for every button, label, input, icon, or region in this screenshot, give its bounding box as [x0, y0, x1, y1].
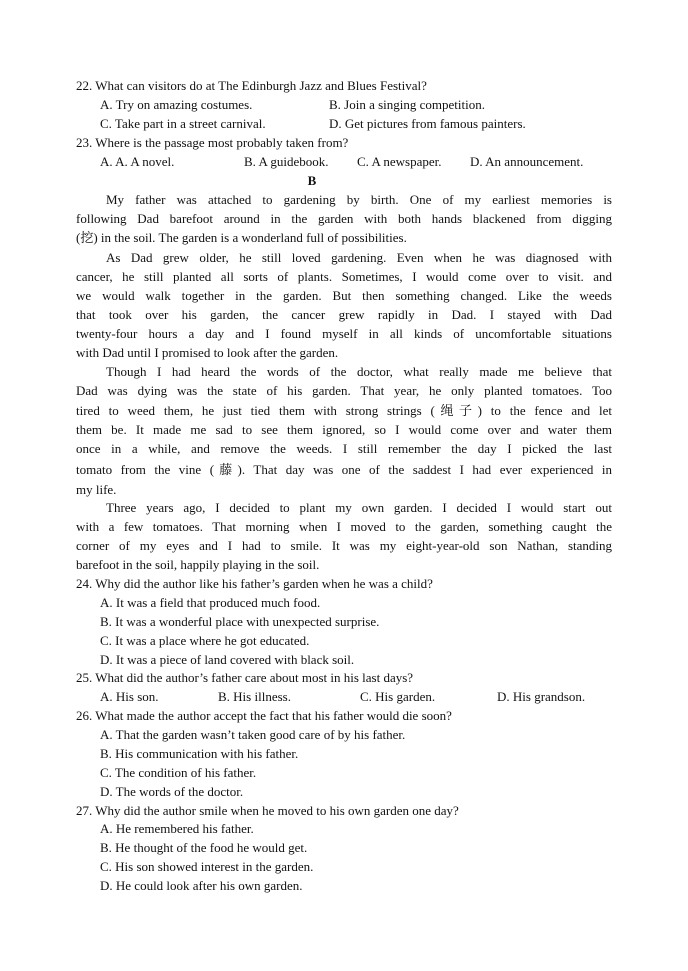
q22-option-d: D. Get pictures from famous painters. — [329, 116, 526, 131]
passage-line: tired to weed them, he just tied them with strong strings (绳子) to the fence and let — [76, 403, 612, 418]
passage-line: with a few tomatoes. That morning when I moved to the garden, something caught the — [76, 519, 612, 534]
q25-option-c: C. His garden. — [360, 689, 436, 704]
passage-line: my life. — [76, 482, 117, 497]
passage-line: Though I had heard the words of the doctor, what really made me believe that — [106, 364, 612, 379]
q23-option-d: D. An announcement. — [470, 154, 584, 169]
q25-option-b: B. His illness. — [218, 689, 291, 704]
passage-line: once in a while, and remove the weeds. I still remember the day I picked the last — [76, 441, 612, 456]
passage-line: that took over his garden, the cancer grew rapidly in Dad. I stayed with Dad — [76, 307, 612, 322]
q24-option-b: B. It was a wonderful place with unexpected surprise. — [100, 614, 380, 629]
q22-stem: 22. What can visitors do at The Edinburgh Jazz and Blues Festival? — [76, 78, 427, 93]
q27-stem: 27. Why did the author smile when he moved to his own garden one day? — [76, 803, 459, 818]
q24-option-c: C. It was a place where he got educated. — [100, 633, 310, 648]
passage-line: corner of my eyes and I had to smile. It was my eight-year-old son Nathan, standing — [76, 538, 612, 553]
q24-option-d: D. It was a piece of land covered with black soil. — [100, 652, 355, 667]
q23-option-c: C. A newspaper. — [357, 154, 442, 169]
q26-option-b: B. His communication with his father. — [100, 746, 299, 761]
q25-option-d: D. His grandson. — [497, 689, 586, 704]
q25-option-a: A. His son. — [100, 689, 159, 704]
q24-option-a: A. It was a field that produced much food. — [100, 595, 321, 610]
passage-line: (挖) in the soil. The garden is a wonderland full of possibilities. — [76, 230, 407, 245]
q27-option-d: D. He could look after his own garden. — [100, 878, 303, 893]
q22-option-b: B. Join a singing competition. — [329, 97, 485, 112]
passage-line: Three years ago, I decided to plant my own garden. I decided I would start out — [106, 500, 612, 515]
q26-stem: 26. What made the author accept the fact that his father would die soon? — [76, 708, 452, 723]
passage-line: My father was attached to gardening by birth. One of my earliest memories is — [106, 192, 612, 207]
passage-line: Dad was dying was the state of his garden. That year, he only planted tomatoes. Too — [76, 383, 612, 398]
q22-option-c: C. Take part in a street carnival. — [100, 116, 266, 131]
passage-line: following Dad barefoot around in the garden with both hands blackened from digging — [76, 211, 612, 226]
q25-stem: 25. What did the author’s father care about most in his last days? — [76, 670, 414, 685]
q27-option-b: B. He thought of the food he would get. — [100, 840, 308, 855]
q23-stem: 23. Where is the passage most probably taken from? — [76, 135, 349, 150]
q27-option-c: C. His son showed interest in the garden. — [100, 859, 314, 874]
passage-line: them be. It made me sad to see them ignored, so I would come over and water them — [76, 422, 612, 437]
q22-option-a: A. Try on amazing costumes. — [100, 97, 253, 112]
q27-option-a: A. He remembered his father. — [100, 821, 254, 836]
q24-stem: 24. Why did the author like his father’s garden when he was a child? — [76, 576, 433, 591]
q23-option-b: B. A guidebook. — [244, 154, 329, 169]
passage-line: cancer, he still planted all sorts of plants. Sometimes, I would come over to visit. and — [76, 269, 612, 284]
passage-line: with Dad until I promised to look after the garden. — [76, 345, 339, 360]
section-heading: B — [307, 173, 317, 188]
passage-line: barefoot in the soil, happily playing in the soil. — [76, 557, 320, 572]
passage-line: we would walk together in the garden. But then something changed. Like the weeds — [76, 288, 612, 303]
q23-option-a: A. A. A novel. — [100, 154, 175, 169]
passage-line: As Dad grew older, he still loved gardening. Even when he was diagnosed with — [106, 250, 612, 265]
q26-option-a: A. That the garden wasn’t taken good care of by his father. — [100, 727, 406, 742]
passage-line: twenty-four hours a day and I found myself in all kinds of uncomfortable situations — [76, 326, 612, 341]
q26-option-c: C. The condition of his father. — [100, 765, 257, 780]
q26-option-d: D. The words of the doctor. — [100, 784, 244, 799]
passage-line: tomato from the vine (藤). That day was one of the saddest I had ever experienced in — [76, 462, 612, 477]
